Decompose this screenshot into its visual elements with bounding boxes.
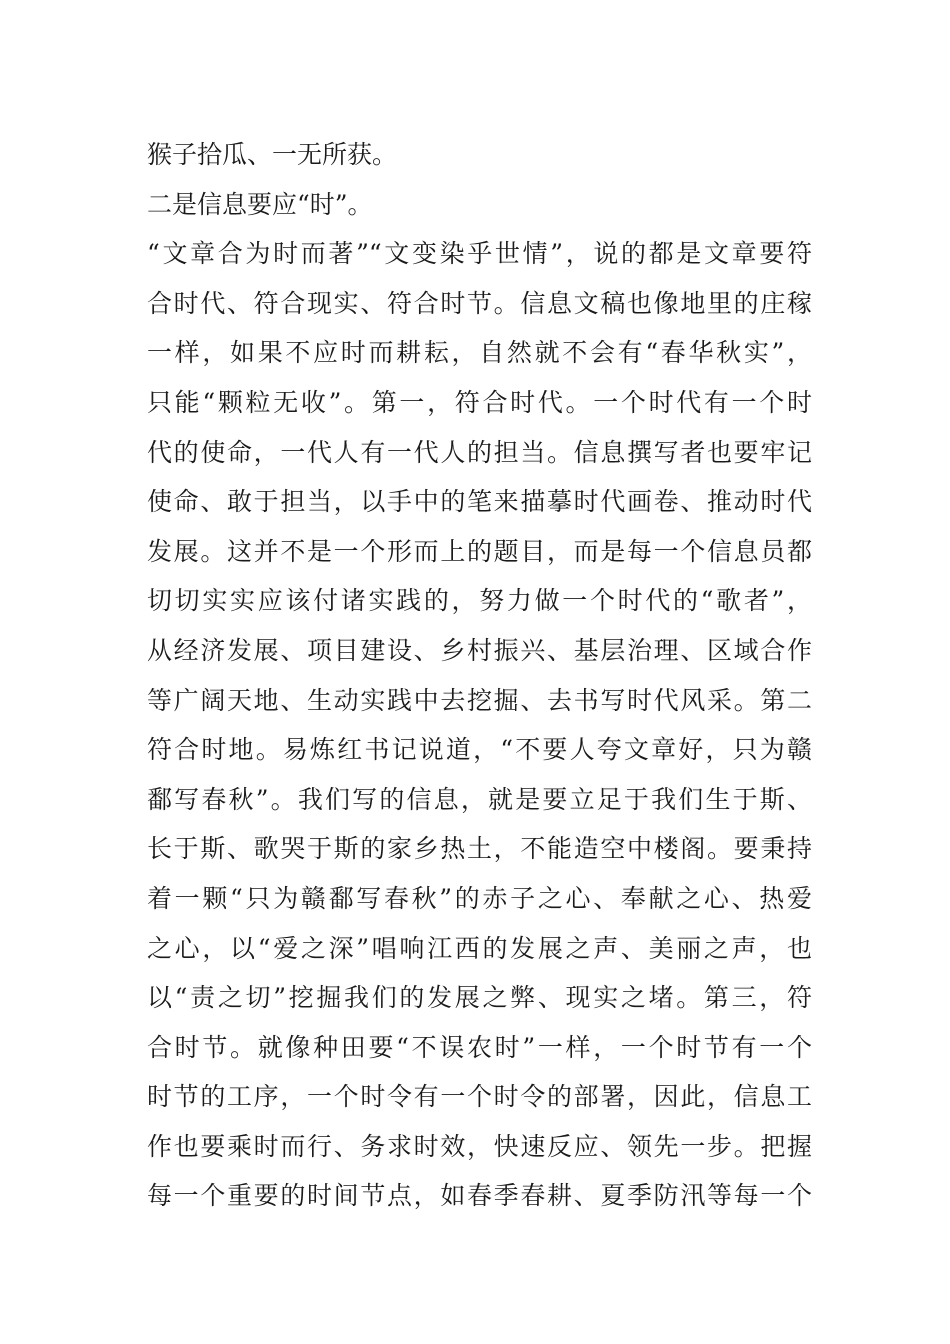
- text-line: 发展。这并不是一个形而上的题目，而是每一个信息员都: [147, 536, 812, 566]
- text-line: 等广阔天地、生动实践中去挖掘、去书写时代风采。第二: [147, 685, 812, 715]
- text-line: 符合时地。易炼红书记说道，“不要人夸文章好，只为赣: [147, 735, 812, 765]
- text-line: 之心，以“爱之深”唱响江西的发展之声、美丽之声，也: [147, 933, 812, 963]
- text-line: 合时节。就像种田要“不误农时”一样，一个时节有一个: [147, 1032, 812, 1062]
- text-line: 作也要乘时而行、务求时效，快速反应、领先一步。把握: [147, 1131, 812, 1161]
- body-text: [147, 130, 812, 1221]
- text-line: 使命、敢于担当，以手中的笔来描摹时代画卷、推动时代: [147, 487, 812, 517]
- text-line: 切切实实应该付诸实践的，努力做一个时代的“歌者”，: [147, 586, 812, 616]
- text-line: “文章合为时而著”“文变染乎世情”，说的都是文章要符: [147, 239, 812, 269]
- text-line: 每一个重要的时间节点，如春季春耕、夏季防汛等每一个: [147, 1181, 812, 1211]
- text-line: 从经济发展、项目建设、乡村振兴、基层治理、区域合作: [147, 635, 812, 665]
- text-line: 猴子拾瓜、一无所获。: [147, 140, 398, 169]
- text-line: 代的使命，一代人有一代人的担当。信息撰写者也要牢记: [147, 437, 812, 467]
- text-line: 只能“颗粒无收”。第一，符合时代。一个时代有一个时: [147, 387, 812, 417]
- text-line: 时节的工序，一个时令有一个时令的部署，因此，信息工: [147, 1082, 812, 1112]
- text-line: 着一颗“只为赣鄱写春秋”的赤子之心、奉献之心、热爱: [147, 883, 812, 913]
- text-line: 长于斯、歌哭于斯的家乡热土，不能造空中楼阁。要秉持: [147, 834, 812, 864]
- text-line: 以“责之切”挖掘我们的发展之弊、现实之堵。第三，符: [147, 983, 812, 1013]
- text-line: 一样，如果不应时而耕耘，自然就不会有“春华秋实”，: [147, 338, 812, 368]
- section-heading: 二是信息要应“时”。: [147, 189, 373, 219]
- text-line: 鄱写春秋”。我们写的信息，就是要立足于我们生于斯、: [147, 784, 812, 814]
- text-line: 合时代、符合现实、符合时节。信息文稿也像地里的庄稼: [147, 288, 812, 318]
